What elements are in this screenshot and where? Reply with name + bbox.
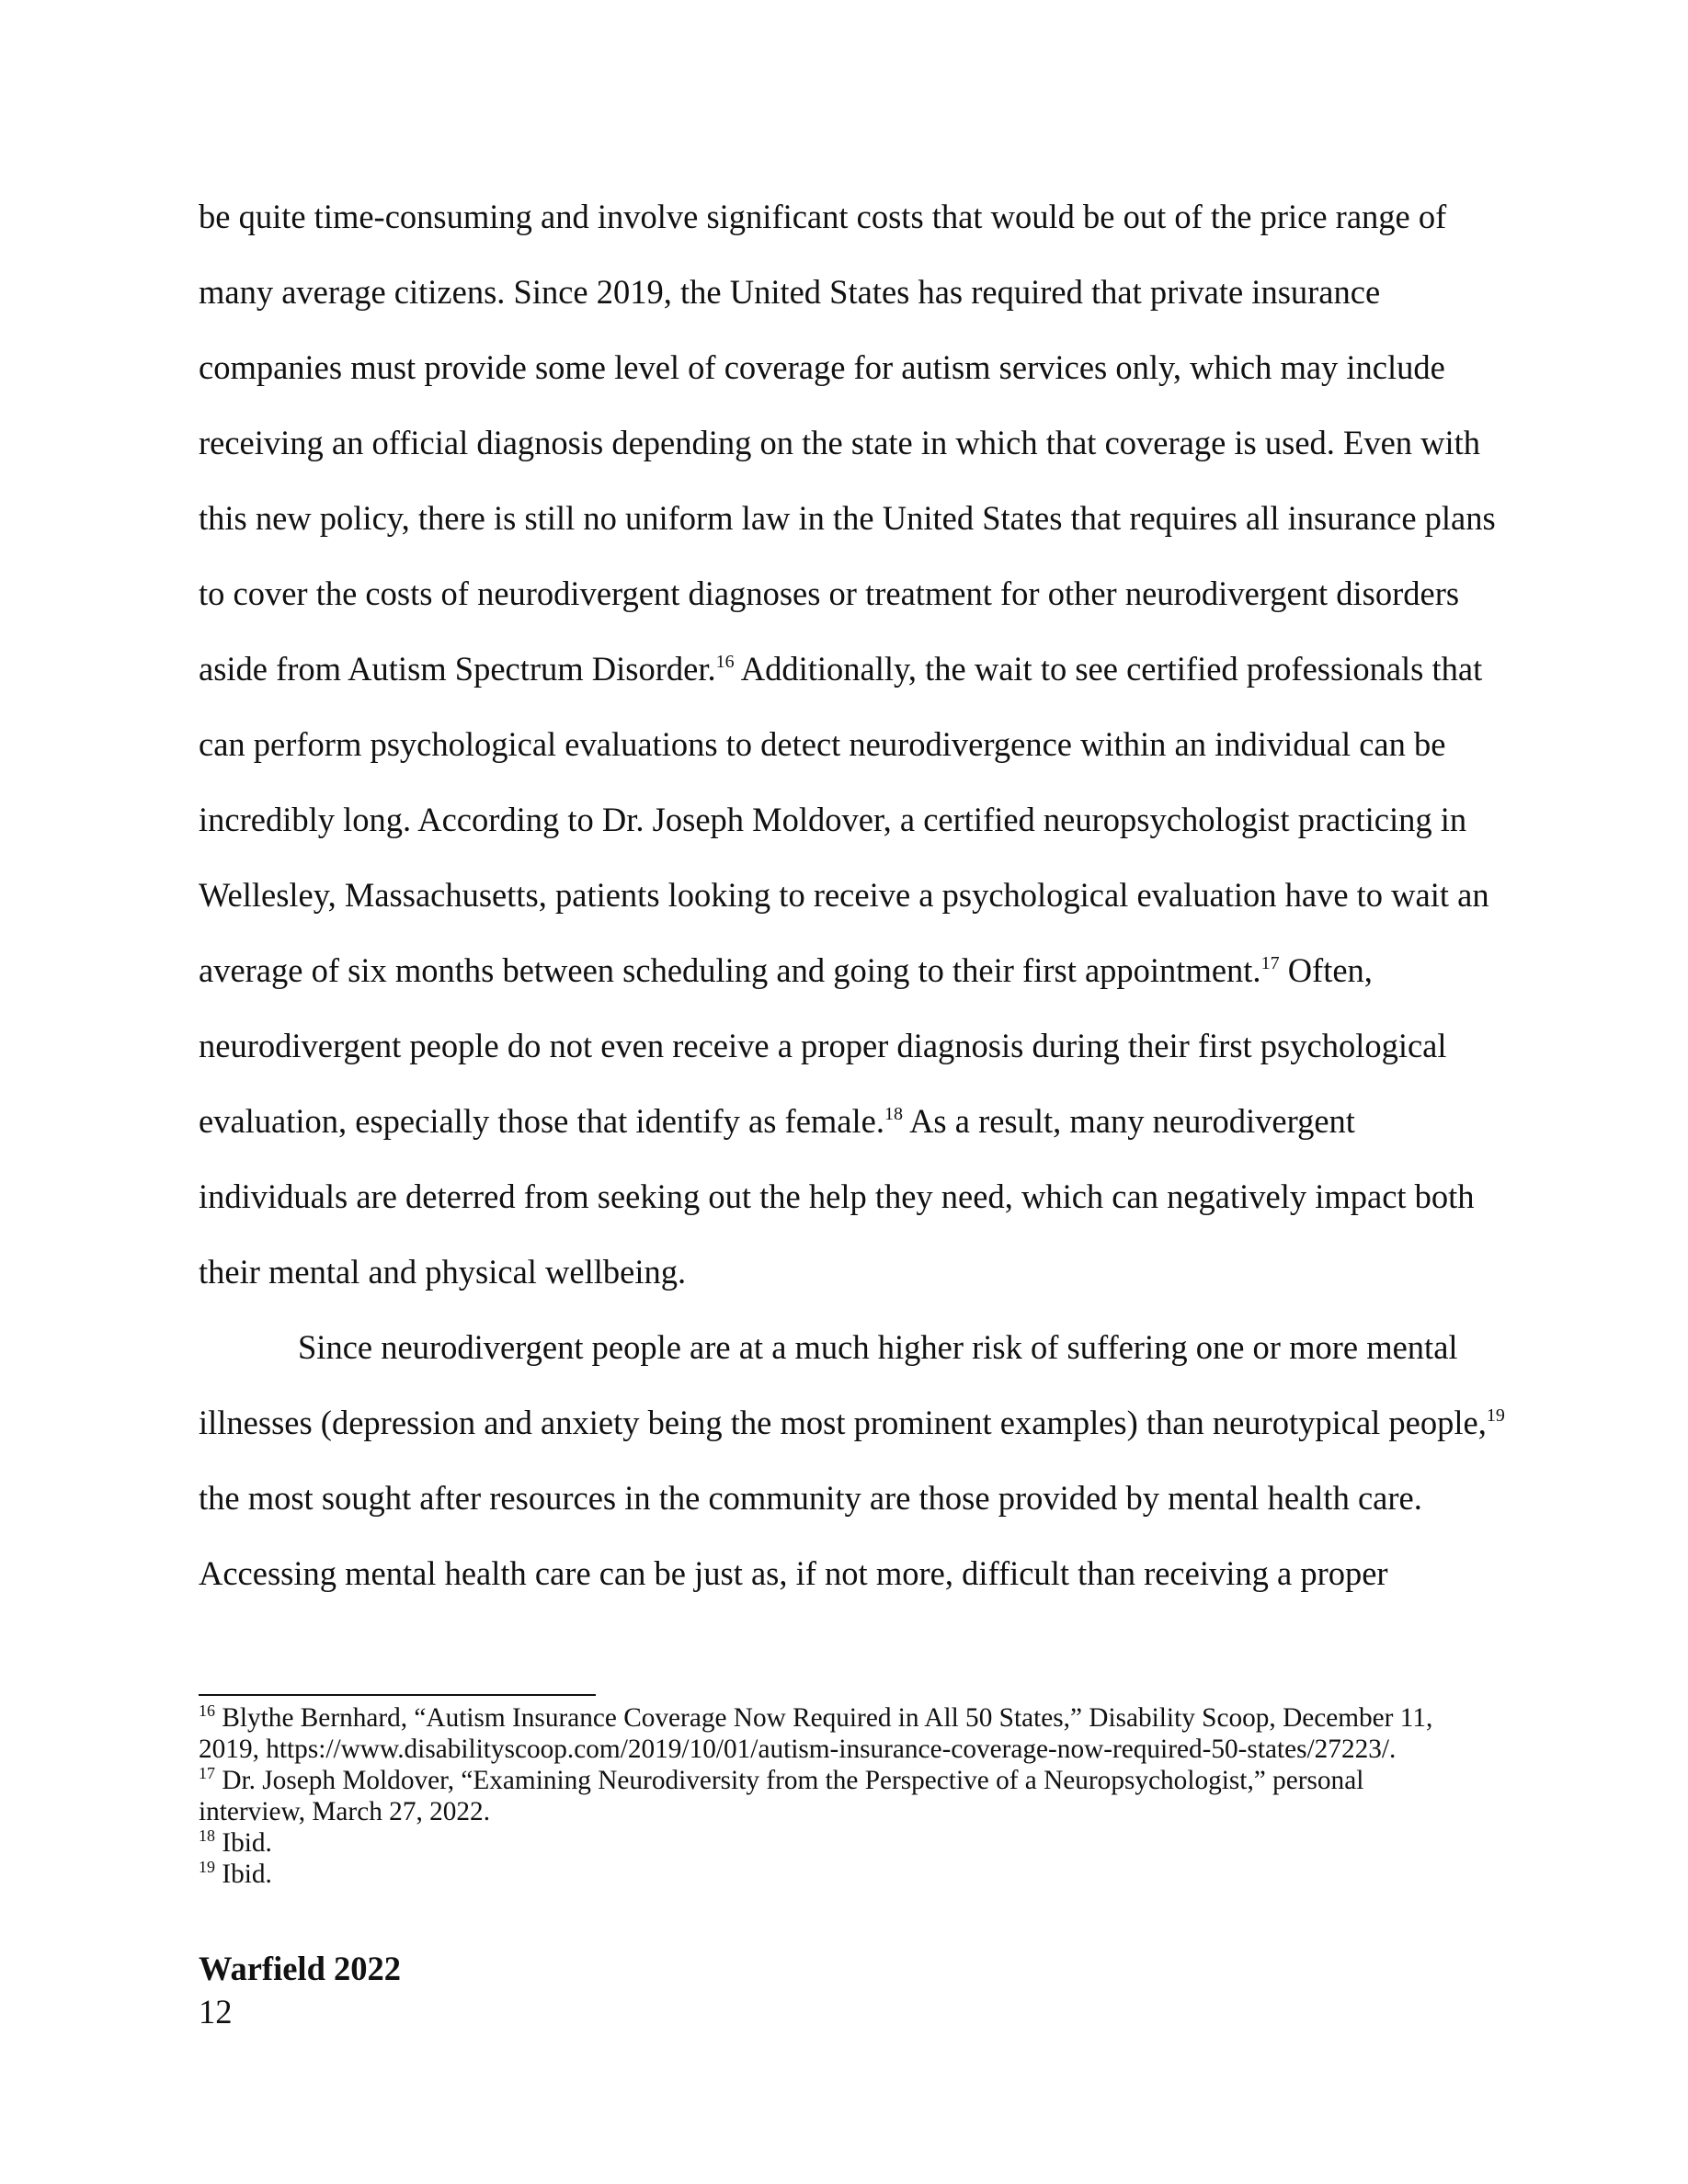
footnote-text: Blythe Bernhard, “Autism Insurance Coverage Now Required in All 50 States,” Disability Scoop, December 11,: [215, 1703, 1433, 1733]
footnote-number: 18: [199, 1826, 215, 1845]
body-line-6: to cover the costs of neurodivergent diagnoses or treatment for other neurodivergent disorders: [199, 574, 1460, 612]
body-line-4: receiving an official diagnosis depending on the state in which that coverage is used. Even with: [199, 424, 1481, 461]
footnote-19: [199, 1859, 272, 1890]
body-line-18: the most sought after resources in the community are those provided by mental health care.: [199, 1479, 1422, 1517]
footnote-reference: 16: [715, 652, 735, 672]
footnote-reference: 18: [884, 1104, 903, 1124]
footnote-16-line-1: [199, 1702, 1432, 1734]
footnote-text: Dr. Joseph Moldover, “Examining Neurodiversity from the Perspective of a Neuropsychologist,” personal: [215, 1766, 1364, 1795]
body-text: evaluation, especially those that identify as female.: [199, 1102, 884, 1140]
body-line-14: individuals are deterred from seeking out the help they need, which can negatively impact both: [199, 1177, 1475, 1215]
footnote-number: 17: [199, 1764, 215, 1782]
page-number: 12: [199, 1993, 233, 2030]
body-text: illnesses (depression and anxiety being the most prominent examples) than neurotypical people,: [199, 1404, 1487, 1441]
body-line-15: their mental and physical wellbeing.: [199, 1253, 687, 1291]
body-line-13: [199, 1101, 1355, 1142]
footnote-reference: 19: [1486, 1405, 1505, 1426]
body-line-10: Wellesley, Massachusetts, patients looking to receive a psychological evaluation have to wait an: [199, 876, 1489, 914]
body-line-3: companies must provide some level of coverage for autism services only, which may include: [199, 348, 1445, 386]
body-line-9: incredibly long. According to Dr. Joseph Moldover, a certified neuropsychologist practicing in: [199, 801, 1467, 838]
body-line-16: Since neurodivergent people are at a much higher risk of suffering one or more mental: [298, 1328, 1458, 1366]
body-line-12: neurodivergent people do not even receive a proper diagnosis during their first psychological: [199, 1027, 1447, 1064]
footnote-reference: 17: [1260, 953, 1280, 973]
body-text: Often,: [1279, 951, 1373, 989]
body-line-8: can perform psychological evaluations to detect neurodivergence within an individual can be: [199, 725, 1446, 763]
body-line-5: this new policy, there is still no uniform law in the United States that requires all insurance plans: [199, 499, 1496, 537]
footnote-number: 19: [199, 1858, 215, 1876]
body-line-19: Accessing mental health care can be just as, if not more, difficult than receiving a proper: [199, 1554, 1388, 1592]
body-text: Additionally, the wait to see certified professionals that: [734, 650, 1483, 688]
footnote-18: [199, 1827, 272, 1859]
footnote-number: 16: [199, 1701, 215, 1720]
body-line-2: many average citizens. Since 2019, the United States has required that private insurance: [199, 273, 1381, 311]
body-text: average of six months between scheduling and going to their first appointment.: [199, 951, 1261, 989]
body-line-1: be quite time-consuming and involve significant costs that would be out of the price range of: [199, 198, 1447, 235]
footnote-text: Ibid.: [215, 1828, 272, 1858]
footnote-17-line-1: [199, 1765, 1363, 1796]
footer-title: Warfield 2022: [199, 1950, 401, 1987]
footnote-text: Ibid.: [215, 1860, 272, 1889]
body-text: As a result, many neurodivergent: [902, 1102, 1355, 1140]
body-line-17: [199, 1403, 1505, 1443]
body-line-7: [199, 649, 1482, 689]
footnote-separator: [199, 1694, 596, 1696]
footnote-16-line-2: 2019, https://www.disabilityscoop.com/2019/10/01/autism-insurance-coverage-now-required-50-states/27223/.: [199, 1735, 1397, 1764]
footnote-17-line-2: interview, March 27, 2022.: [199, 1797, 491, 1826]
body-text: aside from Autism Spectrum Disorder.: [199, 650, 716, 688]
body-line-11: [199, 950, 1373, 991]
